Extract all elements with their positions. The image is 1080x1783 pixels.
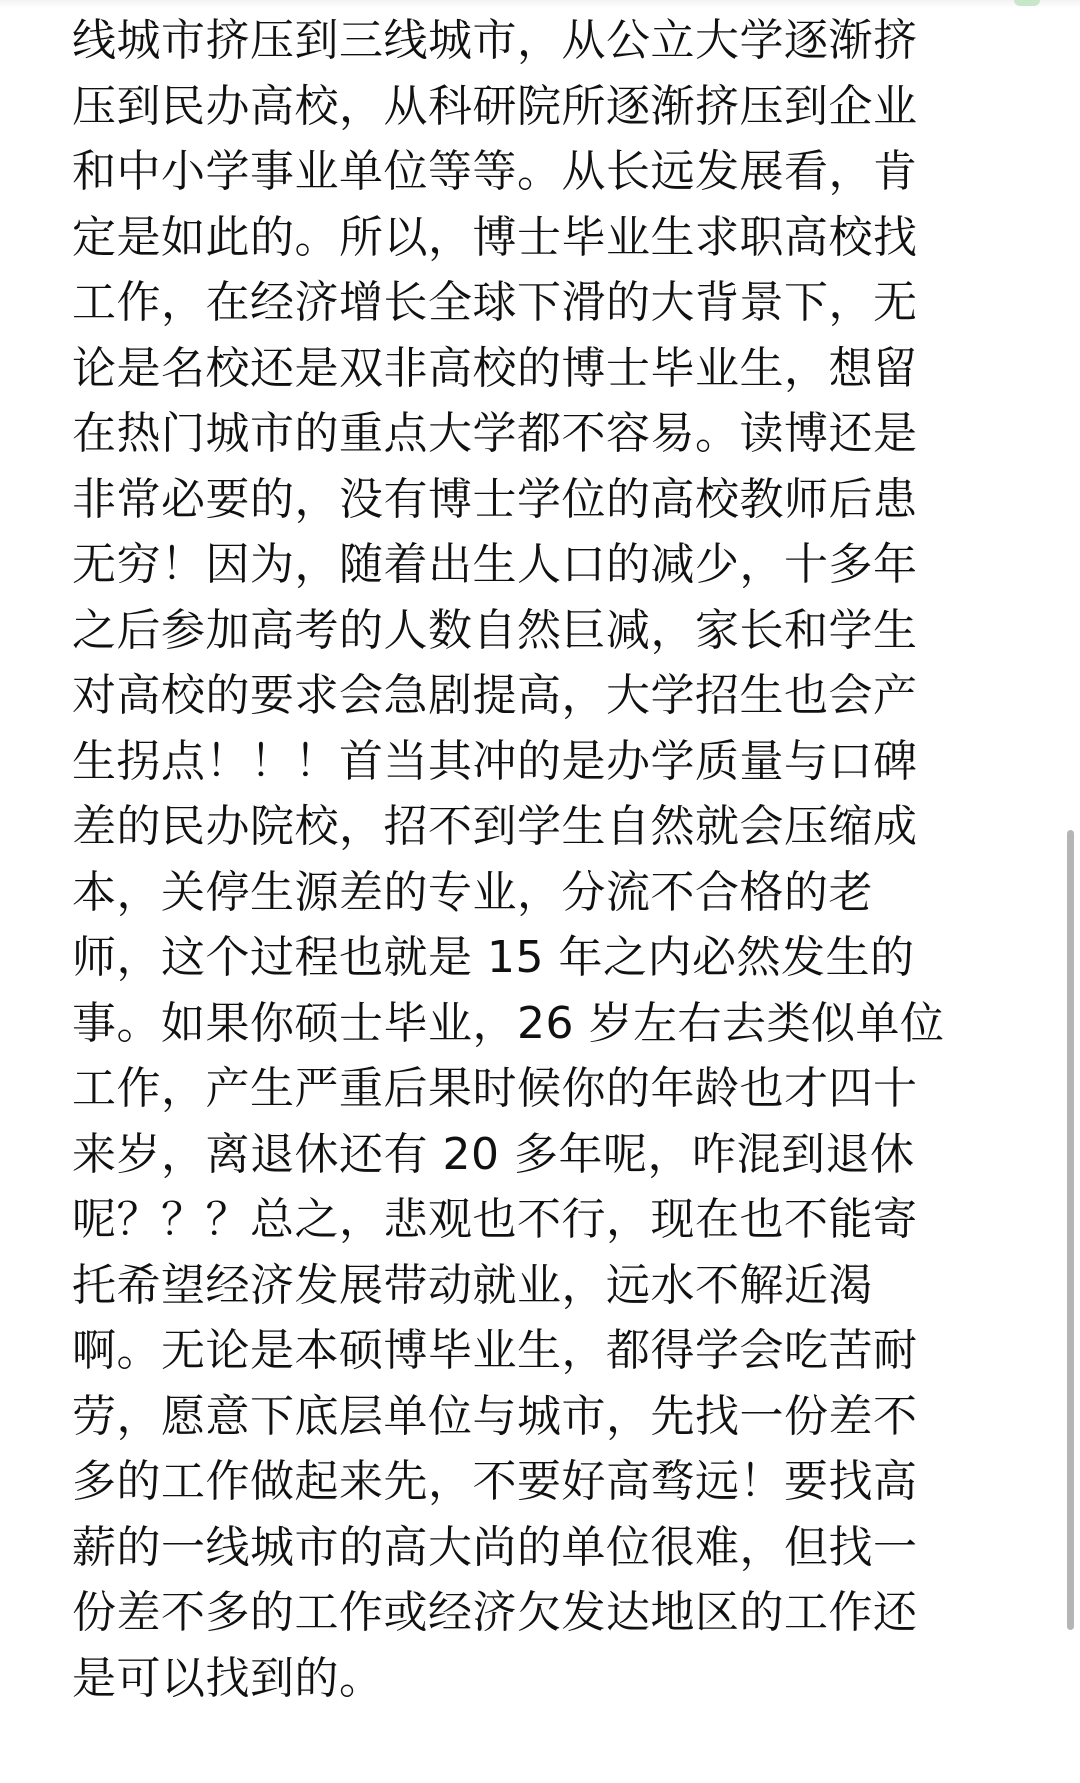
- article-line: 呢？？？总之，悲观也不行，现在也不能寄: [72, 1194, 918, 1245]
- scrollbar-thumb[interactable]: [1067, 830, 1074, 1630]
- article-line: 定是如此的。所以，博士毕业生求职高校找: [72, 211, 918, 263]
- article-line: 劳，愿意下底层单位与城市，先找一份差不: [72, 1390, 918, 1442]
- article-line: 在热门城市的重点大学都不容易。读博还是: [72, 408, 918, 459]
- article-line: 本，关停生源差的专业，分流不合格的老: [72, 866, 873, 918]
- article-line: 多的工作做起来先，不要好高骛远！要找高: [72, 1456, 918, 1507]
- article-line: 托希望经济发展带动就业，远水不解近渴: [72, 1259, 873, 1311]
- article-line: 线城市挤压到三线城市，从公立大学逐渐挤: [72, 15, 918, 66]
- article-line: 事。如果你硕士毕业，26 岁左右去类似单位: [72, 997, 945, 1049]
- article-line: 和中小学事业单位等等。从长远发展看，肯: [72, 146, 918, 197]
- article-line: 是可以找到的。: [72, 1652, 384, 1704]
- article-line: 无穷！因为，随着出生人口的减少，十多年: [72, 539, 918, 590]
- article-line: 工作，在经济增长全球下滑的大背景下，无: [72, 277, 918, 328]
- article-line: 压到民办高校，从科研院所逐渐挤压到企业: [72, 80, 918, 132]
- article-line: 份差不多的工作或经济欠发达地区的工作还: [72, 1587, 918, 1638]
- article-line: 论是名校还是双非高校的博士毕业生，想留: [72, 342, 918, 394]
- article-line: 之后参加高考的人数自然巨减，家长和学生: [72, 604, 918, 656]
- article-body: [72, 8, 1012, 1711]
- article-line: 非常必要的，没有博士学位的高校教师后患: [72, 473, 918, 525]
- article-line: 来岁，离退休还有 20 多年呢，咋混到退休: [72, 1128, 915, 1180]
- clipped-badge: [1014, 0, 1040, 6]
- article-line: 工作，产生严重后果时候你的年龄也才四十: [72, 1063, 918, 1114]
- article-line: 薪的一线城市的高大尚的单位很难，但找一: [72, 1521, 918, 1573]
- article-line: 对高校的要求会急剧提高，大学招生也会产: [72, 670, 918, 721]
- article-line: 差的民办院校，招不到学生自然就会压缩成: [72, 801, 918, 852]
- previous-line-clip: [0, 0, 1080, 8]
- article-line: 生拐点！！！首当其冲的是办学质量与口碑: [72, 735, 918, 787]
- article-line: 师，这个过程也就是 15 年之内必然发生的: [72, 932, 915, 983]
- article-line: 啊。无论是本硕博毕业生，都得学会吃苦耐: [72, 1325, 918, 1376]
